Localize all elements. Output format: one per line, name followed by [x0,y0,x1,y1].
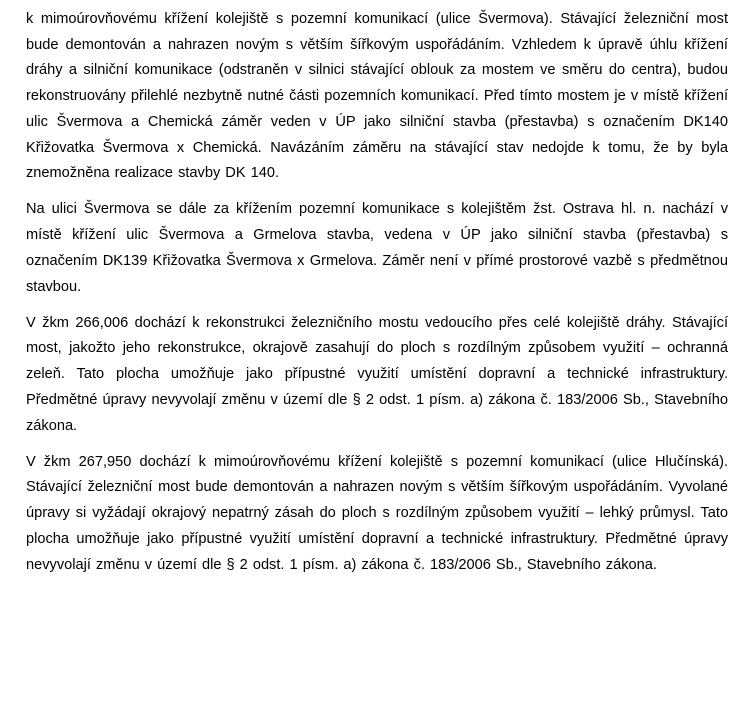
paragraph-mimourovnove-kriseni-svermova: k mimoúrovňovému křížení kolejiště s pozemní komunikací (ulice Švermova). Stávající železniční most bude demontován a nahrazen novým s větším šířkovým uspořádáním. Vzhledem k úpravě úhlu křížení dráhy a silniční komunikace (odstraněn v silnici stávající oblouk za mostem ve směru do centra), budou rekonstruovány přilehlé nezbytně nutné části pozemních komunikací. Před tímto mostem je v místě křížení ulic Švermova a Chemická záměr veden v ÚP jako silniční stavba (přestavba) s označením DK140 Křižovatka Švermova x Chemická. Navázáním záměru na stávající stav nedojde k tomu, že by byla znemožněna realizace stavby DK 140. [26,11,728,182]
paragraph-zkm-266006: V žkm 266,006 dochází k rekonstrukci železničního mostu vedoucího přes celé kolejiště dráhy. Stávající most, jakožto jeho rekonstrukce, okrajově zasahují do ploch s rozdílným způsobem využití – ochranná zeleň. Tato plocha umožňuje jako přípustné využití umístění dopravní a technické infrastruktury. Předmětné úpravy nevyvolají změnu v území dle § 2 odst. 1 písm. a) zákona č. 183/2006 Sb., Stavebního zákona. [26,314,728,434]
paragraph-zkm-267950: V žkm 267,950 dochází k mimoúrovňovému křížení kolejiště s pozemní komunikací (ulice Hlučínská). Stávající železniční most bude demontován a nahrazen novým s větším šířkovým uspořádáním. Vyvolané úpravy si vyžádají okrajový nepatrný zásah do ploch s rozdílným způsobem využití – lehký průmysl. Tato plocha umožňuje jako přípustné využití umístění dopravní a technické infrastruktury. Předmětné úpravy nevyvolají změnu v území dle § 2 odst. 1 písm. a) zákona č. 183/2006 Sb., Stavebního zákona. [26,453,728,573]
paragraph-dk139-grmelova: Na ulici Švermova se dále za křížením pozemní komunikace s kolejištěm žst. Ostrava hl. n. nachází v místě křížení ulic Švermova a Grmelova stavba, vedena v ÚP jako silniční stavba (přestavba) s označením DK139 Křižovatka Švermova x Grmelova. Záměr není v přímé prostorové vazbě s předmětnou stavbou. [26,201,728,295]
document-body [26,7,728,578]
